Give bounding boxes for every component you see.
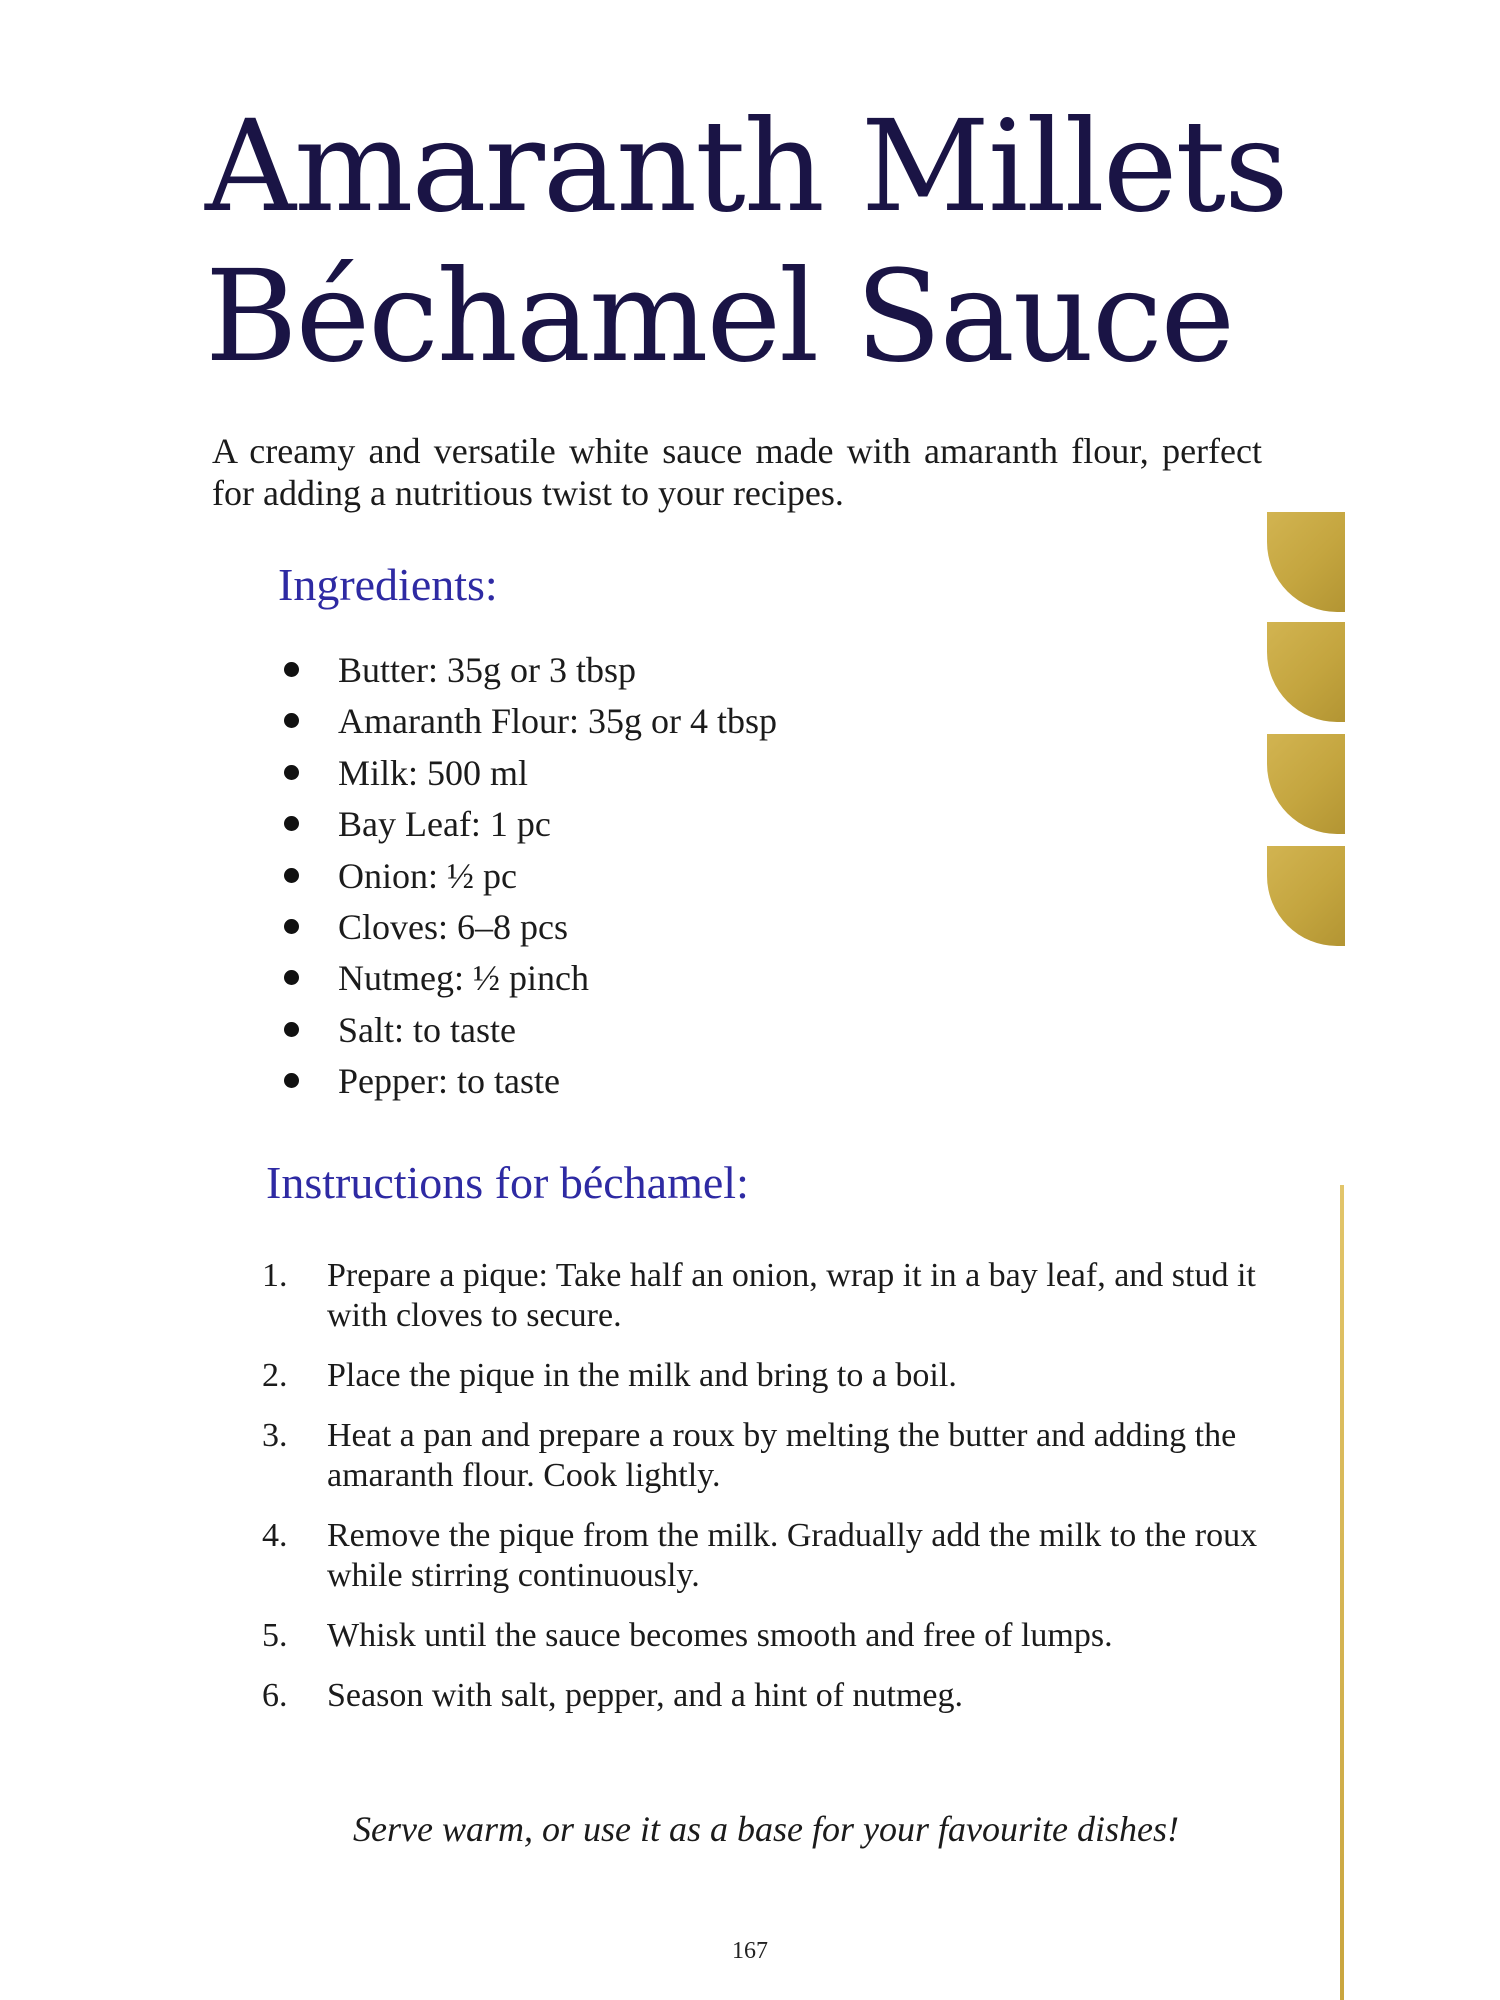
closing-note bbox=[0, 1808, 1500, 1850]
step-number: 3. bbox=[262, 1417, 288, 1454]
instruction-step bbox=[262, 1616, 1262, 1656]
ingredients-heading: Ingredients: bbox=[278, 559, 498, 610]
step-text: Remove the pique from the milk. Gradually add the milk to the roux while stirring continuously. bbox=[327, 1517, 1258, 1594]
recipe-title-line-1: Amaranth Millets bbox=[205, 93, 1287, 240]
ingredient-item bbox=[280, 802, 777, 853]
step-text: Place the pique in the milk and bring to a boil. bbox=[327, 1357, 957, 1394]
step-number: 2. bbox=[262, 1357, 288, 1394]
ingredient-text: Onion: ½ pc bbox=[338, 855, 517, 896]
bullet-icon bbox=[284, 1022, 299, 1037]
bullet-icon bbox=[284, 919, 299, 934]
recipe-intro: A creamy and versatile white sauce made with amaranth flour, perfect for adding a nutritious twist to your recipes. bbox=[212, 431, 1262, 513]
instruction-step bbox=[262, 1256, 1262, 1336]
instruction-step bbox=[262, 1416, 1262, 1496]
step-number: 4. bbox=[262, 1517, 288, 1554]
bullet-icon bbox=[284, 816, 299, 831]
ingredient-item bbox=[280, 648, 777, 699]
bullet-icon bbox=[284, 868, 299, 883]
page-number: 167 bbox=[732, 1938, 768, 1964]
step-number: 1. bbox=[262, 1257, 288, 1294]
bullet-icon bbox=[284, 662, 299, 677]
step-number: 5. bbox=[262, 1617, 288, 1654]
ingredient-text: Pepper: to taste bbox=[338, 1061, 560, 1102]
ingredient-item bbox=[280, 751, 777, 802]
ingredient-item bbox=[280, 699, 777, 750]
ingredient-text: Milk: 500 ml bbox=[338, 752, 529, 793]
closing-text: Serve warm, or use it as a base for your favourite dishes! bbox=[353, 1809, 1179, 1849]
recipe-title-line-2: Béchamel Sauce bbox=[205, 243, 1234, 390]
gold-tab-shape bbox=[1267, 622, 1345, 722]
instructions-list bbox=[262, 1256, 1262, 1736]
ingredient-item bbox=[280, 905, 777, 956]
ingredient-text: Bay Leaf: 1 pc bbox=[338, 804, 551, 845]
ingredient-text: Butter: 35g or 3 tbsp bbox=[338, 650, 636, 690]
recipe-title bbox=[205, 92, 1287, 392]
bullet-icon bbox=[284, 713, 299, 728]
step-text: Heat a pan and prepare a roux by melting the butter and adding the amaranth flour. Cook lightly. bbox=[327, 1417, 1237, 1494]
step-number: 6. bbox=[262, 1677, 288, 1714]
instruction-step bbox=[262, 1676, 1262, 1716]
ingredient-item bbox=[280, 854, 777, 905]
ingredient-text: Amaranth Flour: 35g or 4 tbsp bbox=[338, 701, 777, 742]
ingredient-item bbox=[280, 956, 777, 1007]
bullet-icon bbox=[284, 1073, 299, 1088]
ingredients-list bbox=[280, 648, 777, 1111]
gold-tab-shape bbox=[1267, 512, 1345, 612]
step-text: Prepare a pique: Take half an onion, wrap it in a bay leaf, and stud it with cloves to secure. bbox=[327, 1257, 1256, 1334]
ingredient-text: Salt: to taste bbox=[338, 1009, 516, 1050]
ingredient-item bbox=[280, 1059, 777, 1110]
ingredient-text: Cloves: 6–8 pcs bbox=[338, 906, 568, 947]
bullet-icon bbox=[284, 970, 299, 985]
instruction-step bbox=[262, 1516, 1262, 1596]
step-text: Whisk until the sauce becomes smooth and free of lumps. bbox=[327, 1617, 1113, 1654]
ingredient-item bbox=[280, 1008, 777, 1059]
instruction-step bbox=[262, 1356, 1262, 1396]
instructions-heading: Instructions for béchamel: bbox=[266, 1157, 749, 1208]
gold-vertical-rule bbox=[1340, 1185, 1344, 2000]
step-text: Season with salt, pepper, and a hint of nutmeg. bbox=[327, 1677, 964, 1714]
gold-tab-shape bbox=[1267, 734, 1345, 834]
gold-tab-shape bbox=[1267, 846, 1345, 946]
ingredient-text: Nutmeg: ½ pinch bbox=[338, 958, 589, 999]
bullet-icon bbox=[284, 765, 299, 780]
